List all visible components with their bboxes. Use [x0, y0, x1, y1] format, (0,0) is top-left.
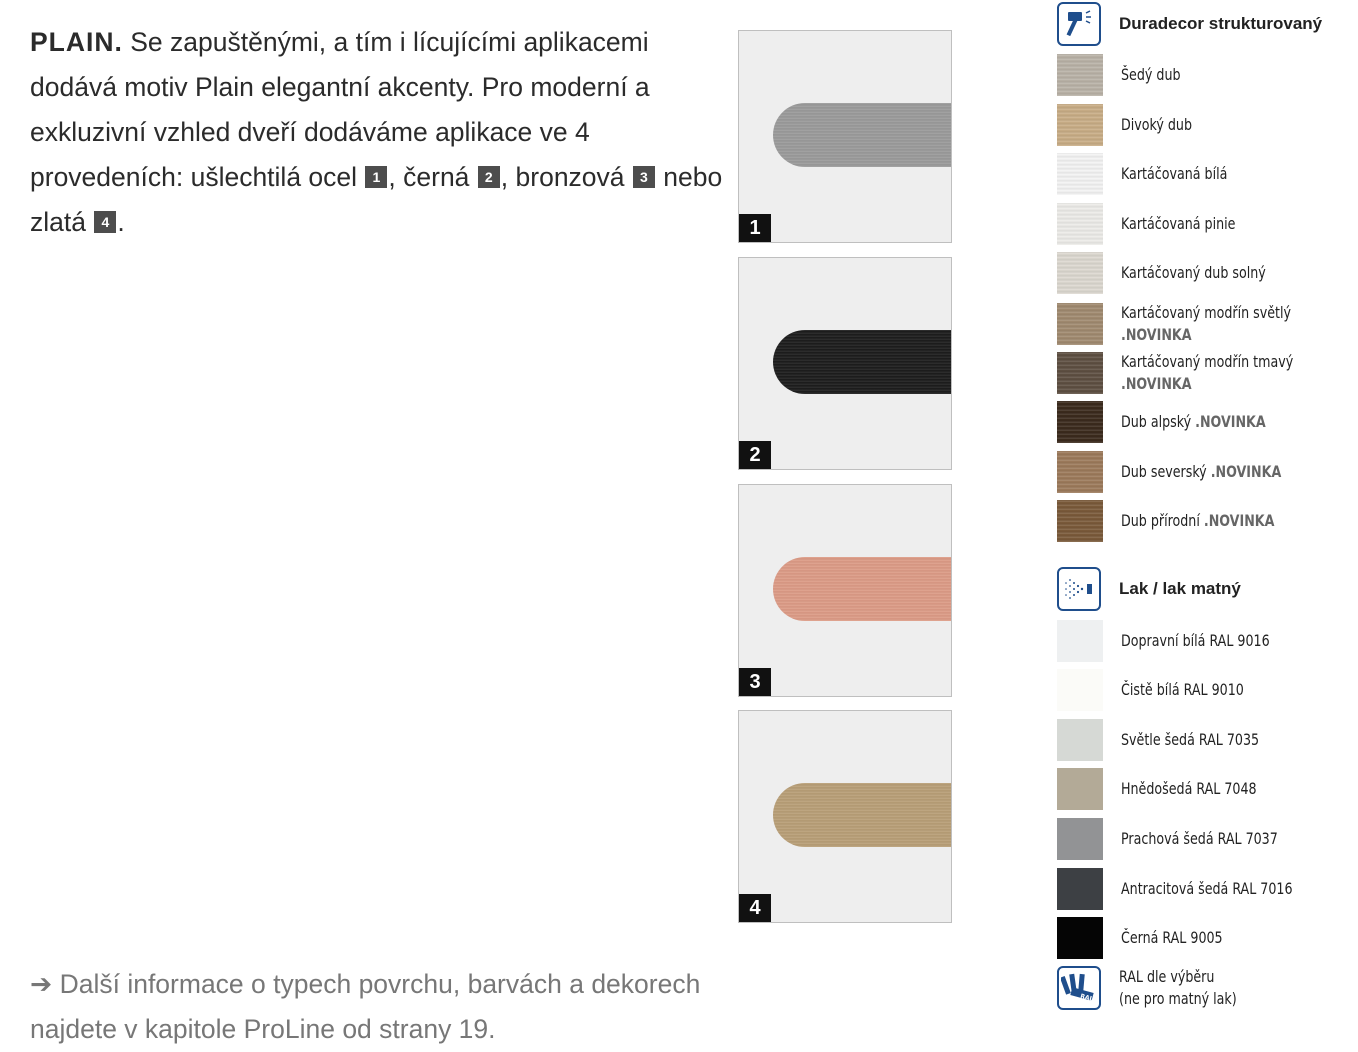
swatch-label-text: Dub alpský — [1121, 412, 1192, 431]
swatch-row — [1057, 203, 1251, 245]
new-badge: .NOVINKA — [1121, 374, 1192, 393]
color-swatch — [1057, 252, 1103, 294]
color-swatch — [1057, 868, 1103, 910]
tile-number: 4 — [739, 894, 771, 922]
color-swatch — [1057, 719, 1103, 761]
swatch-label — [1121, 351, 1293, 395]
swatch-label: Dopravní bílá RAL 9016 — [1121, 631, 1270, 650]
swatch-label: Kartáčovaná bílá — [1121, 164, 1228, 183]
finish-bar-steel — [773, 103, 952, 167]
color-swatch — [1057, 153, 1103, 195]
finish-bar-black — [773, 330, 952, 394]
intro-text-5: . — [117, 207, 125, 237]
color-swatch — [1057, 352, 1103, 394]
footnote — [30, 962, 770, 1052]
intro-text-3: , bronzová — [500, 162, 632, 192]
color-swatch — [1057, 917, 1103, 959]
swatch-label: Kartáčovaný dub solný — [1121, 263, 1266, 282]
swatch-row — [1057, 302, 1314, 346]
hammer-icon — [1057, 2, 1101, 46]
color-swatch — [1057, 54, 1103, 96]
finish-bar-bronze — [773, 557, 952, 621]
swatch-row — [1057, 252, 1286, 294]
tile-number: 2 — [739, 441, 771, 469]
swatch-label — [1121, 510, 1274, 532]
number-badge-3: 3 — [633, 166, 655, 188]
new-badge: .NOVINKA — [1121, 325, 1192, 344]
swatch-row — [1057, 669, 1261, 711]
lak-header — [1057, 567, 1241, 611]
footnote-text: Další informace o typech povrchu, barvách a dekorech najdete v kapitole ProLine od strany 19. — [30, 969, 701, 1044]
swatch-label — [1121, 302, 1291, 346]
number-badge-4: 4 — [94, 211, 116, 233]
swatch-label: Prachová šedá RAL 7037 — [1121, 829, 1278, 848]
finish-tile-bronze — [738, 484, 952, 697]
ral-line-2: (ne pro matný lak) — [1119, 989, 1237, 1008]
swatch-row — [1057, 351, 1317, 395]
swatch-row — [1057, 818, 1299, 860]
lak-title: Lak / lak matný — [1119, 579, 1241, 598]
swatch-row — [1057, 153, 1242, 195]
color-swatch — [1057, 401, 1103, 443]
swatch-label-text: Kartáčovaný modřín tmavý — [1121, 352, 1294, 371]
tile-number: 1 — [739, 214, 771, 242]
color-swatch — [1057, 669, 1103, 711]
number-badge-2: 2 — [478, 166, 500, 188]
duradecor-title: Duradecor strukturovaný — [1119, 14, 1323, 33]
swatch-label-text: Dub přírodní — [1121, 511, 1200, 530]
arrow-icon: ➔ — [30, 969, 53, 999]
color-swatch — [1057, 620, 1103, 662]
new-badge: .NOVINKA — [1203, 511, 1275, 530]
swatch-row — [1057, 768, 1275, 810]
swatch-row — [1057, 868, 1316, 910]
ral-line-1: RAL dle výběru — [1119, 967, 1215, 986]
swatch-row — [1057, 54, 1189, 96]
new-badge: .NOVINKA — [1195, 412, 1266, 431]
duradecor-header — [1057, 2, 1322, 46]
intro-paragraph — [30, 20, 730, 245]
color-swatch — [1057, 768, 1103, 810]
finish-tile-steel — [738, 30, 952, 243]
swatch-label: Hnědošedá RAL 7048 — [1121, 779, 1257, 798]
tile-number: 3 — [739, 668, 771, 696]
swatch-row — [1057, 500, 1295, 542]
swatch-row — [1057, 401, 1285, 443]
number-badge-1: 1 — [365, 166, 387, 188]
swatch-label: Černá RAL 9005 — [1121, 928, 1223, 947]
new-badge: .NOVINKA — [1210, 462, 1282, 481]
swatch-label: Kartáčovaná pinie — [1121, 214, 1236, 233]
ral-row — [1057, 966, 1253, 1010]
swatch-row — [1057, 451, 1303, 493]
swatch-label-text: Dub severský — [1121, 462, 1207, 481]
intro-text-1: Se zapuštěnými, a tím i lícujícími aplikacemi dodává motiv Plain elegantní akcenty. Pro moderní a exkluzivní vzhled dveří dodáváme aplikace ve 4 provedeních: ušlechtilá ocel — [30, 27, 650, 192]
color-swatch — [1057, 303, 1103, 345]
swatch-row — [1057, 917, 1236, 959]
finish-tile-gold — [738, 710, 952, 923]
swatch-label — [1121, 411, 1266, 433]
intro-text-2: , černá — [388, 162, 477, 192]
color-swatch — [1057, 104, 1103, 146]
swatch-row — [1057, 620, 1290, 662]
swatch-label: Šedý dub — [1121, 65, 1181, 84]
swatch-label: Čistě bílá RAL 9010 — [1121, 680, 1244, 699]
intro-lead: PLAIN. — [30, 27, 123, 57]
swatch-row — [1057, 104, 1202, 146]
ral-fan-icon — [1057, 966, 1101, 1010]
color-swatch — [1057, 500, 1103, 542]
spray-icon — [1057, 567, 1101, 611]
swatch-label: Světle šedá RAL 7035 — [1121, 730, 1260, 749]
ral-badge-text: RAL — [1079, 992, 1094, 1003]
finish-bar-gold — [773, 783, 952, 847]
finish-tile-black — [738, 257, 952, 470]
color-swatch — [1057, 818, 1103, 860]
intro-text-4: nebo zlatá — [30, 162, 723, 237]
swatch-row — [1057, 719, 1278, 761]
swatch-label-text: Kartáčovaný modřín světlý — [1121, 303, 1292, 322]
swatch-label: Divoký dub — [1121, 115, 1192, 134]
color-swatch — [1057, 203, 1103, 245]
color-swatch — [1057, 451, 1103, 493]
ral-label — [1119, 966, 1237, 1010]
swatch-label — [1121, 461, 1281, 483]
swatch-label: Antracitová šedá RAL 7016 — [1121, 879, 1293, 898]
